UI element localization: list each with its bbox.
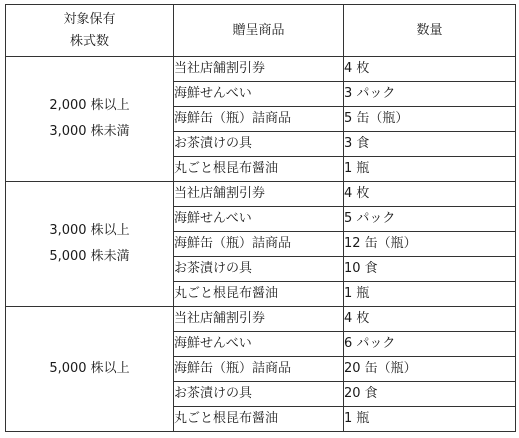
item-cell: 丸ごと根昆布醤油 <box>174 407 344 432</box>
qty-cell: 4 枚 <box>344 307 516 332</box>
item-cell: 海鮮せんべい <box>174 207 344 232</box>
qty-cell: 3 食 <box>344 132 516 157</box>
qty-cell: 4 枚 <box>344 182 516 207</box>
holding-range-cell <box>6 182 174 307</box>
item-cell: 当社店舗割引券 <box>174 57 344 82</box>
header-item: 贈呈商品 <box>174 5 344 57</box>
holding-range-cell <box>6 57 174 182</box>
header-holding <box>6 5 174 57</box>
item-cell: 海鮮せんべい <box>174 332 344 357</box>
header-holding-line2: 株式数 <box>69 33 109 49</box>
item-cell: 当社店舗割引券 <box>174 182 344 207</box>
item-cell: 当社店舗割引券 <box>174 307 344 332</box>
item-cell: お茶漬けの具 <box>174 132 344 157</box>
qty-cell: 6 パック <box>344 332 516 357</box>
holding-range-line2: 3,000 株未満 <box>49 124 130 139</box>
table-row <box>6 57 516 82</box>
holding-range-line2: 5,000 株未満 <box>49 249 130 264</box>
qty-cell: 20 缶（瓶） <box>344 357 516 382</box>
qty-cell: 4 枚 <box>344 57 516 82</box>
qty-cell: 12 缶（瓶） <box>344 232 516 257</box>
table-row <box>6 307 516 332</box>
qty-cell: 1 瓶 <box>344 157 516 182</box>
holding-range-cell <box>6 307 174 432</box>
header-qty: 数量 <box>344 5 516 57</box>
qty-cell: 1 瓶 <box>344 282 516 307</box>
item-cell: 海鮮缶（瓶）詰商品 <box>174 357 344 382</box>
table-row <box>6 182 516 207</box>
item-cell: 丸ごと根昆布醤油 <box>174 157 344 182</box>
holding-range-line1: 2,000 株以上 <box>49 98 130 113</box>
item-cell: 海鮮缶（瓶）詰商品 <box>174 107 344 132</box>
qty-cell: 3 パック <box>344 82 516 107</box>
item-cell: お茶漬けの具 <box>174 257 344 282</box>
qty-cell: 5 パック <box>344 207 516 232</box>
header-row <box>6 5 516 57</box>
qty-cell: 20 食 <box>344 382 516 407</box>
item-cell: 丸ごと根昆布醤油 <box>174 282 344 307</box>
item-cell: 海鮮缶（瓶）詰商品 <box>174 232 344 257</box>
qty-cell: 5 缶（瓶） <box>344 107 516 132</box>
item-cell: お茶漬けの具 <box>174 382 344 407</box>
holding-range-line1: 5,000 株以上 <box>49 361 130 376</box>
holding-range-line1: 3,000 株以上 <box>49 223 130 238</box>
header-holding-line1: 対象保有 <box>63 11 116 27</box>
qty-cell: 1 瓶 <box>344 407 516 432</box>
item-cell: 海鮮せんべい <box>174 82 344 107</box>
gift-table <box>5 4 516 432</box>
qty-cell: 10 食 <box>344 257 516 282</box>
